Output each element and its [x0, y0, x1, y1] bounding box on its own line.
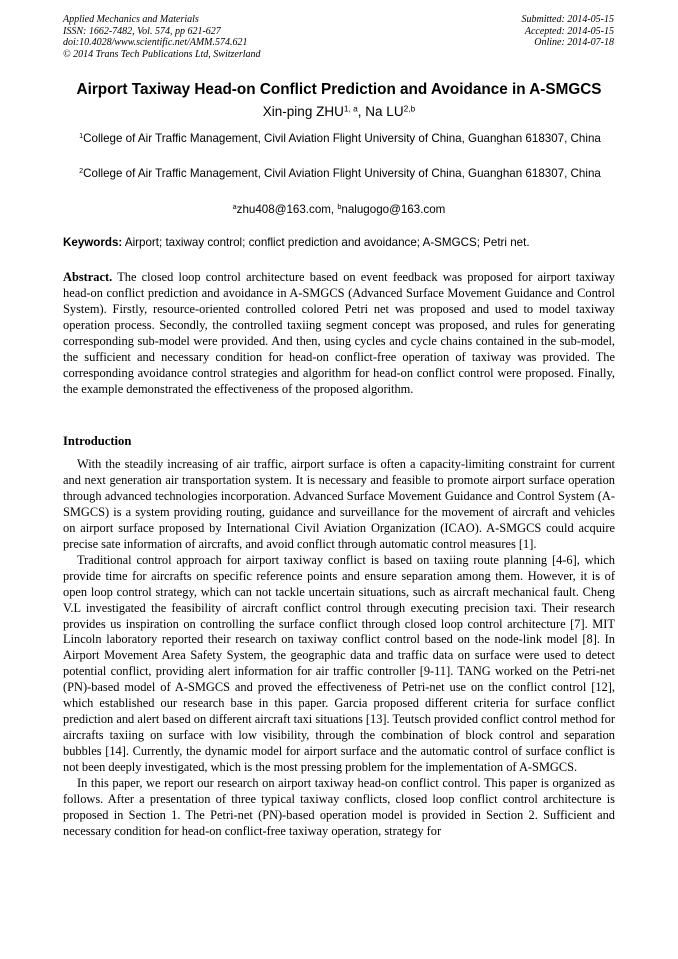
- abstract-text: The closed loop control architecture based on event feedback was proposed for airport taxiway head-on conflict prediction and avoidance in A-SMGCS (Advanced Surface Movement Guidance and Control System). Firstly, resource-oriented controlled colored Petri net was proposed and used to model taxiway operation process. Secondly, the controlled taxiing segment concept was proposed, and rules for generating corresponding sub-model were provided. And then, using cycles and cycle chains contained in the sub-model, the sufficient and necessary condition for head-on conflict-free operation of taxiway was provided. The corresponding avoidance control strategies and algorithm for head-on conflict control were proposed. Finally, the example demonstrated the effectiveness of the proposed algorithm.: [63, 270, 615, 396]
- intro-paragraph-2: Traditional control approach for airport taxiway conflict is based on taxiing route planning [4-6], which provide time for aircrafts on specific reference points and ensure separation among them. However, it is of open loop control strategy, which can not tackle uncertain situations, such as aircraft mechanical fault. Cheng V.L investigated the feasibility of aircraft conflict control through executing precision taxi. Their research provides us inspiration on controlling the surface conflict through closed loop control architecture [7]. MIT Lincoln laboratory reported their research on taxiway conflict control based on the node-link model [8]. In Airport Movement Area Safety System, the geographic data and traffic data on surface were used to detect potential conflict, providing alert information for air traffic controller [9-11]. TANG worked on the Petri-net (PN)-based model of A-SMGCS and proved the effectiveness of Petri-net use on the conflict control [12], which established our research base in this paper. Garcia proposed different criteria for surface conflict prediction and alert based on different aircraft taxi situations [13]. Teutsch provided conflict control method for aircrafts taxiing on surface with low visibility, through the combination of block control and separation bubbles [14]. Currently, the dynamic model for airport surface and the automatic control of surface conflict is not been deeply investigated, which is the most pressing problem for the implementation of A-SMGCS.: [63, 552, 615, 775]
- author-1-name: Xin-ping ZHU: [262, 104, 344, 119]
- submitted-date: Submitted: 2014-05-15: [521, 14, 614, 25]
- author-2-superscript: 2,b: [403, 103, 416, 114]
- affiliation-1: [70, 131, 610, 147]
- dates-block: [522, 14, 615, 49]
- paper-title: Airport Taxiway Head-on Conflict Prediction and Avoidance in A-SMGCS: [76, 81, 602, 98]
- accepted-date: Accepted: 2014-05-15: [524, 25, 614, 37]
- abstract-paragraph: [63, 270, 615, 398]
- author-separator: ,: [357, 104, 366, 119]
- affiliation-2-superscript: 2: [79, 166, 84, 176]
- online-date: Online: 2014-07-18: [534, 37, 614, 48]
- email-b: nalugogo@163.com: [341, 203, 446, 216]
- abstract-block: [63, 270, 615, 398]
- intro-paragraph-3: In this paper, we report our research on airport taxiway head-on conflict control. This paper is organized as follows. After a presentation of three typical taxiway conflicts, closed loop conflict control architecture is proposed in Section 1. The Petri-net (PN)-based operation model is provided in Section 2. Sufficient and necessary condition for head-on conflict-free taxiway operation, strategy for: [63, 776, 615, 838]
- copyright-line: © 2014 Trans Tech Publications Ltd, Switzerland: [63, 48, 261, 60]
- email-a-superscript: a: [232, 202, 237, 212]
- keywords-line: [63, 236, 623, 249]
- doi-line: doi:10.4028/www.scientific.net/AMM.574.621: [63, 37, 248, 48]
- introduction-body: [63, 457, 615, 840]
- affiliation-1-text: College of Air Traffic Management, Civil Aviation Flight University of China, Guanghan 618307, China: [83, 132, 601, 145]
- author-2-name: Na LU: [365, 104, 404, 119]
- abstract-label: Abstract.: [63, 270, 113, 284]
- affiliation-2-text: College of Air Traffic Management, Civil Aviation Flight University of China, Guanghan 618307, China: [83, 167, 601, 180]
- affiliation-2: [70, 166, 610, 182]
- intro-paragraph-1: With the steadily increasing of air traffic, airport surface is often a capacity-limiting constraint for current and next generation air transportation system. It is necessary and feasible to promote airport surface operation through advanced technologies incorporation. Advanced Surface Movement Guidance and Control System (A-SMGCS) is a system providing routing, guidance and surveillance for the movement of aircraft and vehicles on airport surface proposed by International Civil Aviation Organization (ICAO). A-SMGCS could acquire precise sate information of aircrafts, and avoid conflict through automatic control measures [1].: [63, 457, 615, 551]
- introduction-heading: Introduction: [63, 434, 132, 448]
- affiliation-1-superscript: 1: [79, 131, 84, 141]
- email-a: zhu408@163.com,: [236, 203, 338, 216]
- keywords-text: Airport; taxiway control; conflict prediction and avoidance; A-SMGCS; Petri net.: [122, 236, 530, 249]
- email-b-superscript: b: [337, 202, 342, 212]
- journal-name: Applied Mechanics and Materials: [63, 14, 199, 25]
- author-line: [0, 104, 678, 119]
- email-line: [0, 203, 678, 216]
- journal-info-block: [63, 14, 261, 60]
- issn-line: ISSN: 1662-7482, Vol. 574, pp 621-627: [63, 25, 221, 37]
- keywords-label: Keywords:: [63, 236, 123, 249]
- author-1-superscript: 1, a: [343, 103, 358, 114]
